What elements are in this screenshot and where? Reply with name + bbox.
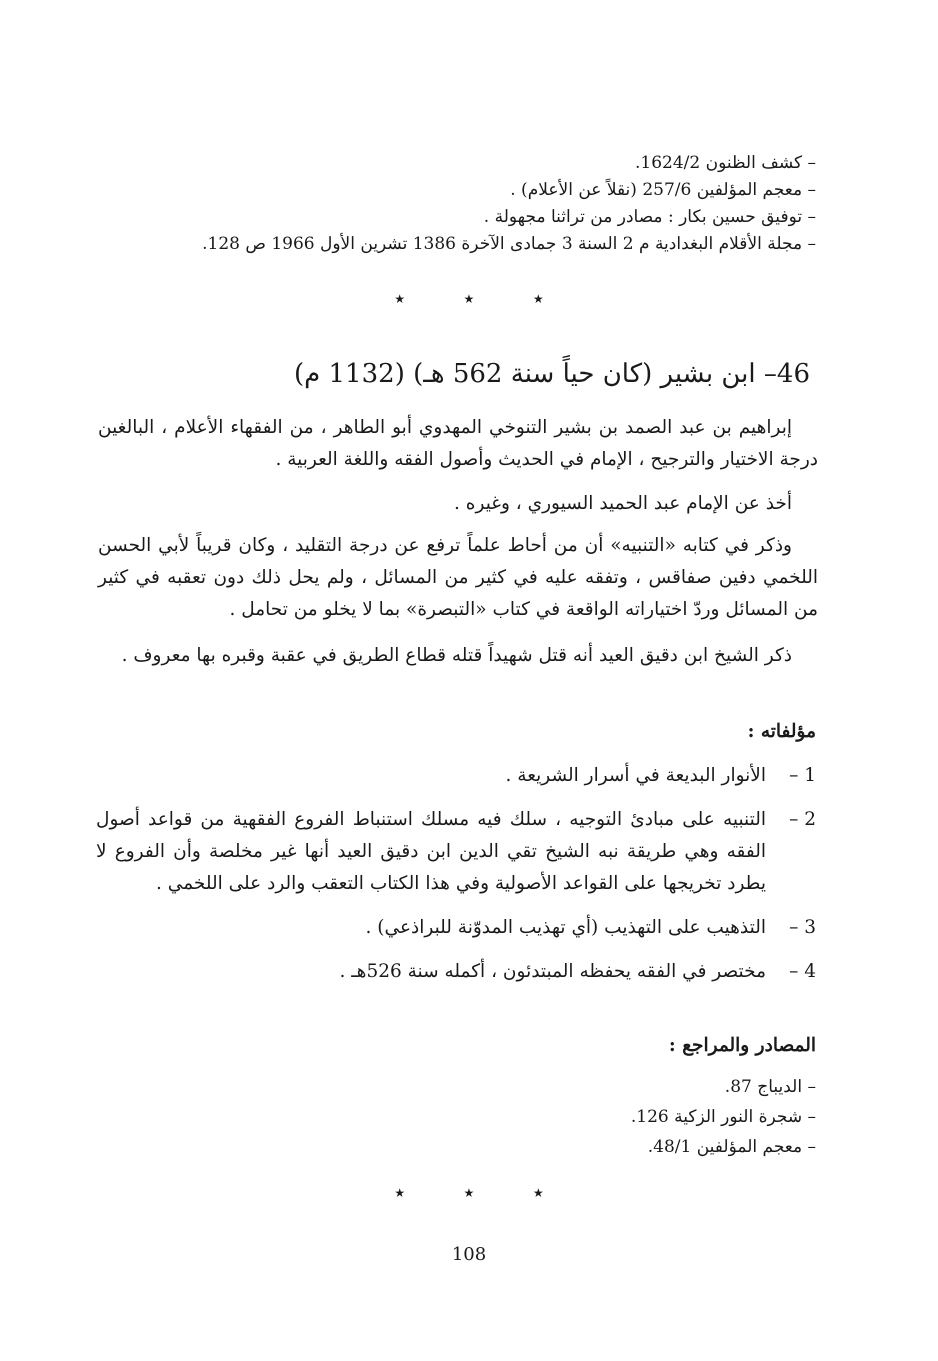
page-number: 108 [451, 1244, 487, 1265]
references-heading: المصادر والمراجع : [668, 1035, 816, 1056]
separator-star: ٭ [394, 1180, 406, 1204]
bio-paragraph: ذكر الشيخ ابن دقيق العيد أنه قتل شهيداً قتله قطاع الطريق في عقبة وقبره بها معروف . [121, 645, 792, 666]
separator-star: ٭ [463, 286, 475, 310]
work-item [96, 912, 816, 944]
separator-star: ٭ [532, 286, 544, 310]
work-text: الأنوار البديعة في أسرار الشريعة . [505, 765, 766, 786]
work-text: التنبيه على مبادئ التوجيه ، سلك فيه مسلك استنباط الفروع الفقهية من قواعد أصول الفقه وهي طريقة نبه الشيخ تقي الدين ابن دقيق العيد أنها غير مخلصة وأن الفروع لا يطرد تخريجها على القواعد الأصولية وفي هذا الكتاب التعقب والرد على اللخمي . [96, 809, 766, 894]
work-text: مختصر في الفقه يحفظه المبتدئون ، أكمله سنة 526هـ . [339, 961, 766, 982]
bio-paragraph: أخذ عن الإمام عبد الحميد السيوري ، وغيره . [454, 493, 792, 514]
previous-entry-sources [116, 150, 816, 258]
source-item: – معجم المؤلفين 257/6 (نقلاً عن الأعلام) . [510, 180, 816, 200]
references-list [416, 1072, 816, 1162]
reference-item: – الديباج 87. [724, 1077, 816, 1097]
work-item [96, 760, 816, 792]
source-item: – كشف الظنون 1624/2. [634, 153, 816, 173]
work-item [96, 956, 816, 988]
entry-title: 46– ابن بشير (كان حياً سنة 562 هـ) (1132 م) [294, 359, 810, 389]
source-item: – توفيق حسين بكار : مصادر من تراثنا مجهولة . [483, 207, 816, 227]
work-number: 3 – [789, 917, 816, 938]
work-number: 2 – [789, 809, 816, 830]
source-item: – مجلة الأقلام البغدادية م 2 السنة 3 جمادى الآخرة 1386 تشرين الأول 1966 ص 128. [202, 234, 816, 254]
bio-paragraph: وذكر في كتابه «التنبيه» أن من أحاط علماً ترفع عن درجة التقليد ، وكان قريباً لأبي الحسن اللخمي دفين صفاقس ، وتفقه عليه في كثير من المسائل ، ولم يحل ذلك دون تعقبه في كثير من المسائل وردّ اختياراته الواقعة في كتاب «التبصرة» بما لا يخلو من تحامل . [98, 535, 818, 620]
work-number: 1 – [789, 765, 816, 786]
separator-star: ٭ [532, 1180, 544, 1204]
bio-paragraph: إبراهيم بن عبد الصمد بن بشير التنوخي المهدوي أبو الطاهر ، من الفقهاء الأعلام ، البالغين درجة الاختيار والترجيح ، الإمام في الحديث وأصول الفقه واللغة العربية . [98, 417, 818, 470]
separator-star: ٭ [463, 1180, 475, 1204]
work-text: التذهيب على التهذيب (أي تهذيب المدوّنة للبراذعي) . [365, 917, 766, 938]
reference-item: – معجم المؤلفين 48/1. [647, 1137, 816, 1157]
reference-item: – شجرة النور الزكية 126. [630, 1107, 816, 1127]
section-separator-bottom [0, 1180, 938, 1204]
work-number: 4 – [789, 961, 816, 982]
section-separator-top [0, 286, 938, 310]
works-list [96, 760, 816, 1000]
works-heading: مؤلفاته : [747, 721, 816, 742]
separator-star: ٭ [394, 286, 406, 310]
work-item [96, 804, 816, 900]
